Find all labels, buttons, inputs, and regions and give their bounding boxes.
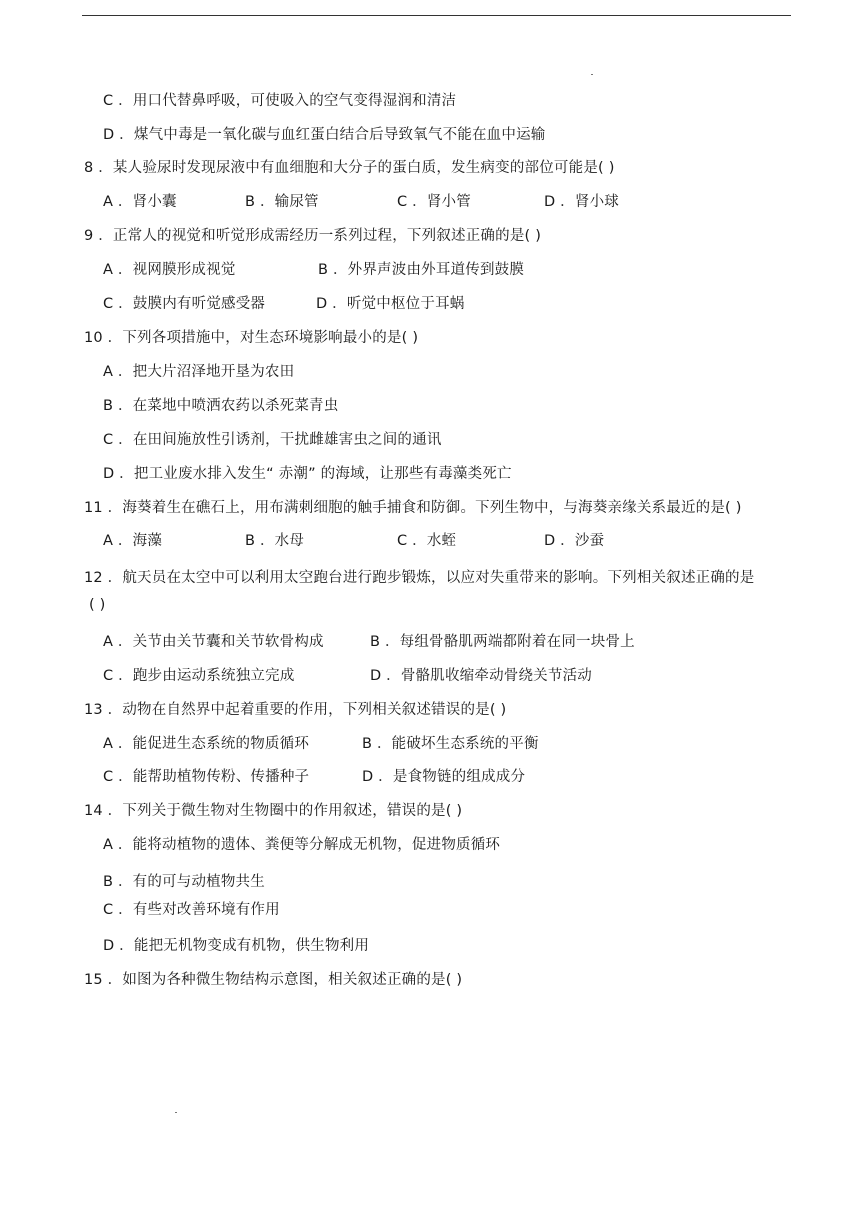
q10-option-c: C ．在田间施放性引诱剂，干扰雌雄害虫之间的通讯 (103, 432, 442, 448)
stray-dot (591, 74, 593, 75)
q11-option-d: D ．沙蚕 (544, 533, 605, 549)
q8-option-d: D ．肾小球 (544, 194, 619, 210)
header-rule (82, 15, 791, 16)
q8-stem: 8 ．某人验尿时发现尿液中有血细胞和大分子的蛋白质，发生病变的部位可能是( ) (84, 160, 615, 176)
q10-option-a: A ．把大片沼泽地开垦为农田 (103, 364, 295, 380)
q12-stem: 12 ．航天员在太空中可以利用太空跑台进行跑步锻炼，以应对失重带来的影响。下列相关叙述正确的是 (84, 570, 755, 586)
q10-stem: 10 ．下列各项措施中，对生态环境影响最小的是( ) (84, 330, 419, 346)
q9-option-c: C ．鼓膜内有听觉感受器 (103, 296, 266, 312)
q14-option-b: B ．有的可与动植物共生 (103, 874, 265, 890)
q9-option-d: D ．听觉中枢位于耳蜗 (316, 296, 465, 312)
q10-option-d: D ．把工业废水排入发生“ 赤潮” 的海域，让那些有毒藻类死亡 (103, 466, 512, 482)
q13-option-c: C ．能帮助植物传粉、传播种子 (103, 769, 310, 785)
q8-option-a: A ．肾小囊 (103, 194, 177, 210)
q14-option-c: C ．有些对改善环境有作用 (103, 902, 280, 918)
q14-stem: 14 ．下列关于微生物对生物圈中的作用叙述，错误的是( ) (84, 803, 463, 819)
q10-option-b: B ．在菜地中喷洒农药以杀死菜青虫 (103, 398, 339, 414)
q11-stem: 11 ．海葵着生在礁石上，用布满刺细胞的触手捕食和防御。下列生物中，与海葵亲缘关系最近的是( ) (84, 500, 742, 516)
q8-option-c: C ．肾小管 (397, 194, 471, 210)
q13-stem: 13 ．动物在自然界中起着重要的作用，下列相关叙述错误的是( ) (84, 702, 507, 718)
q8-option-b: B ．输尿管 (245, 194, 319, 210)
q11-option-a: A ．海藻 (103, 533, 163, 549)
q11-option-c: C ．水蛭 (397, 533, 457, 549)
q13-option-d: D ．是食物链的组成成分 (362, 769, 526, 785)
stray-dot (175, 1112, 177, 1113)
q7-option-d: D ．煤气中毒是一氧化碳与血红蛋白结合后导致氧气不能在血中运输 (103, 127, 546, 143)
q9-option-b: B ．外界声波由外耳道传到鼓膜 (318, 262, 525, 278)
q13-option-a: A ．能促进生态系统的物质循环 (103, 736, 310, 752)
q9-option-a: A ．视网膜形成视觉 (103, 262, 236, 278)
q11-option-b: B ．水母 (245, 533, 305, 549)
q12-option-b: B ．每组骨骼肌两端都附着在同一块骨上 (370, 634, 635, 650)
q12-stem-blank: ( ) (89, 597, 106, 613)
q12-option-a: A ．关节由关节囊和关节软骨构成 (103, 634, 324, 650)
q15-stem: 15 ．如图为各种微生物结构示意图，相关叙述正确的是( ) (84, 972, 463, 988)
q14-option-a: A ．能将动植物的遗体、粪便等分解成无机物，促进物质循环 (103, 837, 501, 853)
q14-option-d: D ．能把无机物变成有机物，供生物利用 (103, 938, 370, 954)
q9-stem: 9 ．正常人的视觉和听觉形成需经历一系列过程，下列叙述正确的是( ) (84, 228, 542, 244)
q7-option-c: C ．用口代替鼻呼吸，可使吸入的空气变得湿润和清洁 (103, 93, 457, 109)
q12-option-d: D ．骨骼肌收缩牵动骨绕关节活动 (370, 668, 592, 684)
q13-option-b: B ．能破坏生态系统的平衡 (362, 736, 539, 752)
q12-option-c: C ．跑步由运动系统独立完成 (103, 668, 295, 684)
